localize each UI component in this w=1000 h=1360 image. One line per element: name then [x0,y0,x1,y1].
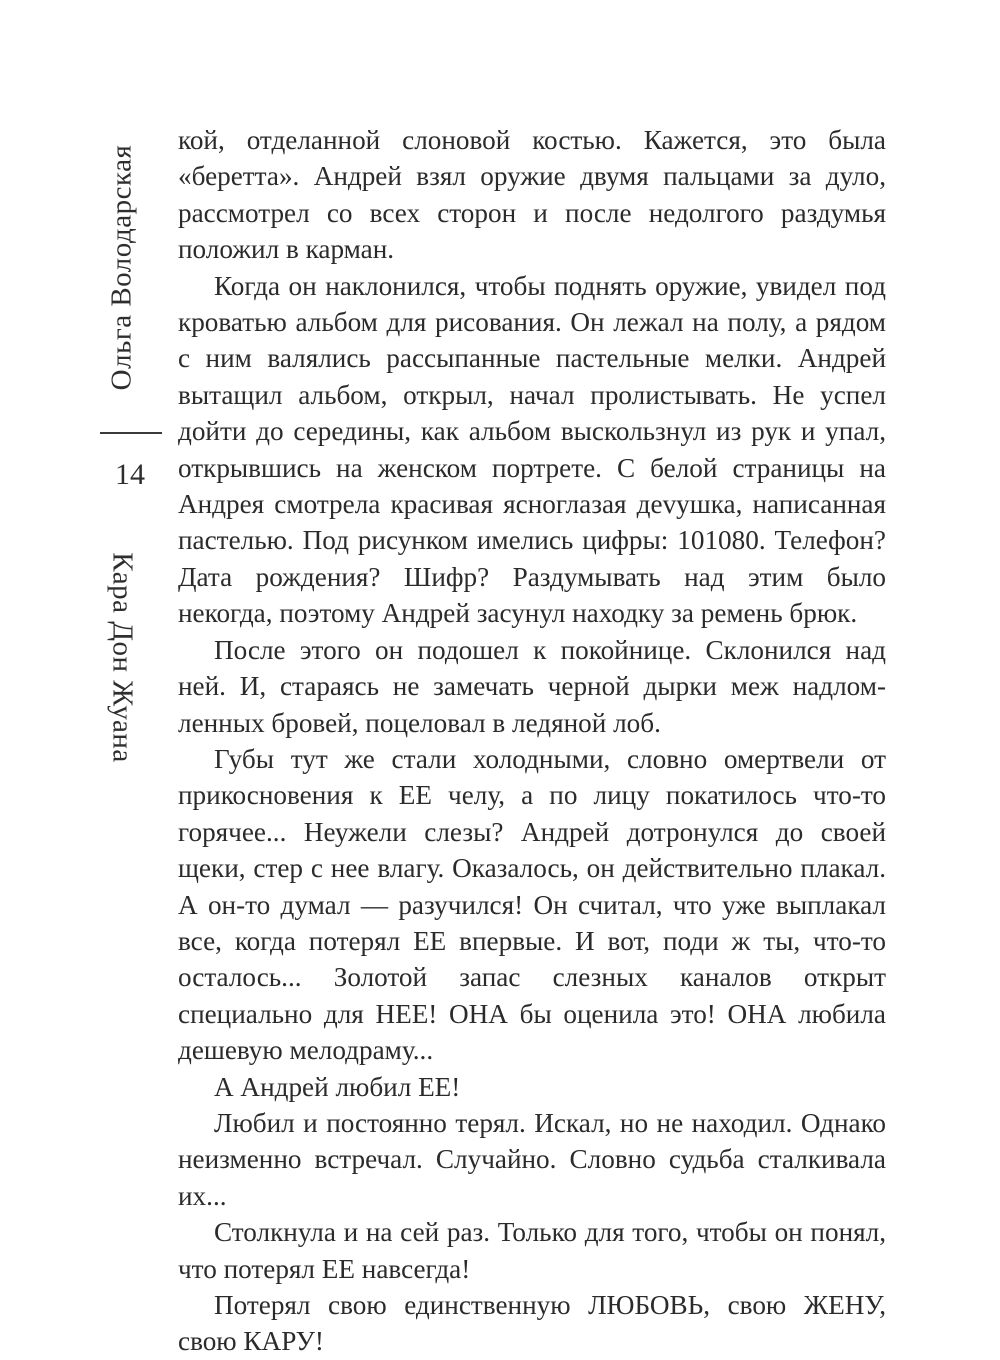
author-name: Ольга Володарская [105,144,138,391]
running-head-divider [100,432,162,434]
running-head [90,120,170,820]
paragraph: Потерял свою единственную ЛЮБОВЬ, свою ЖЕНУ, свою КАРУ! [178,1290,886,1357]
page-number: 14 [115,458,145,491]
body-text [178,122,886,1360]
book-title: Кара Дон Жуана [106,552,139,763]
running-head-title [104,515,140,800]
paragraph: После этого он подошел к покойнице. Склонился над ней. И, стараясь не замечать черной дырки меж надломленных бровей, поцеловал в ледяной лоб. [178,634,886,738]
running-head-author [104,120,140,415]
paragraph: Губы тут же стали холодными, словно омертвели от прикосновения к ЕЕ челу, а по лицу покатилось что-то горячее... Неужели слезы? Андрей дотронулся до своей щеки, стер с нее влагу. Оказалось, он действительно плакал. А он-то думал — разучился! Он считал, что уже выплакал все, когда потерял ЕЕ впервые. И вот, поди ж ты, что-то осталось... Золотой запас слезных каналов открыт специально для НЕЕ! ОНА бы оценила это! ОНА любила дешевую мелодраму... [178,743,886,1066]
paragraph: А Андрей любил ЕЕ! [214,1071,461,1102]
paragraph: кой, отделанной слоновой костью. Кажется, это была «беретта». Андрей взял оружие двумя пальцами за дуло, рассмотрел со всех сторон и после недолгого раздумья положил в карман. [178,125,886,265]
paragraph: Любил и постоянно терял. Искал, но не находил. Однако неизменно встречал. Случайно. Словно судьба сталкивала их... [178,1107,886,1211]
paragraph: Когда он наклонился, чтобы поднять оружие, увидел под кроватью альбом для рисования. Он лежал на полу, а рядом с ним валялись рассыпанные пастельные мелки. Андрей вытащил альбом, открыл, начал пролистывать. Не успел дойти до середины, как альбом выскользнул из рук и упал, открывшись на женском портрете. С белой страницы на Андрея смотрела красивая ясноглазая деvушка, написанная пастелью. Под рисунком имелись цифры: 101080. Телефон? Дата рождения? Шифр? Раздумывать над этим было некогда, поэтому Андрей засунул находку за ремень брюк. [178,270,886,629]
paragraph: Столкнула и на сей раз. Только для того, чтобы он понял, что потерял ЕЕ навсегда! [178,1217,886,1284]
